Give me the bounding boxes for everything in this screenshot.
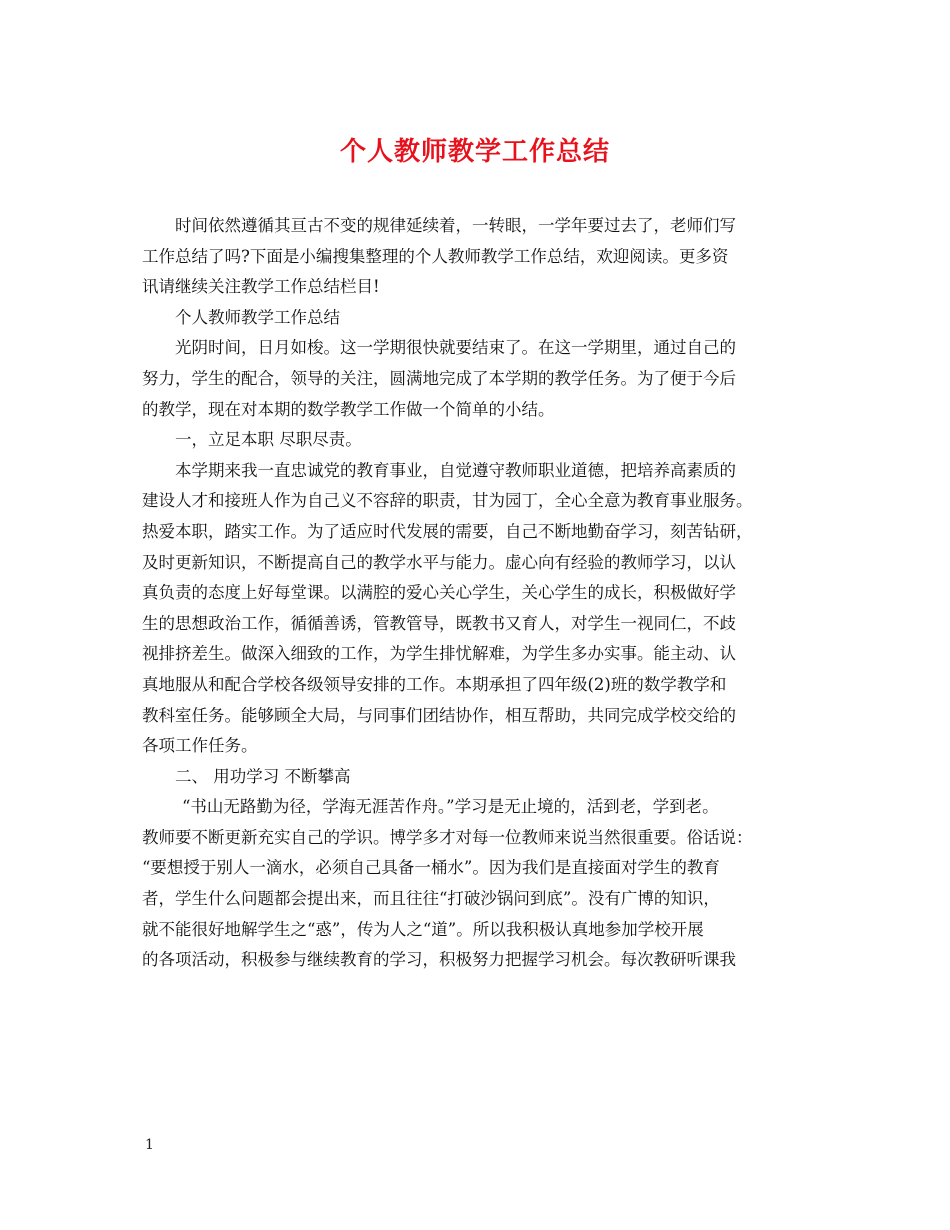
body-line: “书山无路勤为径，学海无涯苦作舟。”学习是无止境的，活到老，学到老。 <box>182 797 719 817</box>
body-line: 就不能很好地解学生之“惑”，传为人之“道”。所以我积极认真地参加学校开展 <box>142 919 704 939</box>
body-line: 真负责的态度上好每堂课。以满腔的爱心关心学生，关心学生的成长，积极做好学 <box>142 583 736 603</box>
body-line: 建设人才和接班人作为自己义不容辞的职责，甘为园丁，全心全意为教育事业服务。 <box>142 491 753 511</box>
body-line: 光阴时间，日月如梭。这一学期很快就要结束了。在这一学期里，通过自己的 <box>175 338 736 358</box>
body-line: 真地服从和配合学校各级领导安排的工作。本期承担了四年级(2)班的数学教学和 <box>142 674 727 694</box>
body-line: 教师要不断更新充实自己的学识。博学多才对每一位教师来说当然很重要。俗话说： <box>142 827 753 847</box>
body-line: 视排挤差生。做深入细致的工作，为学生排忧解难，为学生多办实事。能主动、认 <box>142 644 736 664</box>
body-line: 努力，学生的配合，领导的关注，圆满地完成了本学期的教学任务。为了便于今后 <box>142 368 736 388</box>
body-line: 本学期来我一直忠诚党的教育事业，自觉遵守教师职业道德，把培养高素质的 <box>175 460 736 480</box>
body-line: 的各项活动，积极参与继续教育的学习，积极努力把握学习机会。每次教研听课我 <box>142 950 736 970</box>
body-line: 工作总结了吗?下面是小编搜集整理的个人教师教学工作总结，欢迎阅读。更多资 <box>142 246 729 266</box>
section-heading: 个人教师教学工作总结 <box>175 307 340 327</box>
section-heading: 二、 用功学习 不断攀高 <box>175 766 351 786</box>
body-line: 讯请继续关注教学工作总结栏目! <box>142 277 380 297</box>
body-line: 热爱本职，踏实工作。为了适应时代发展的需要，自己不断地勤奋学习，刻苦钻研， <box>142 521 753 541</box>
body-line: “要想授于别人一滴水，必须自己具备一桶水”。因为我们是直接面对学生的教育 <box>142 858 720 878</box>
body-line: 生的思想政治工作，循循善诱，管教管导，既教书又育人，对学生一视同仁，不歧 <box>142 613 736 633</box>
body-line: 的教学，现在对本期的数学教学工作做一个简单的小结。 <box>142 399 555 419</box>
body-line: 各项工作任务。 <box>142 736 258 756</box>
document-body <box>142 211 822 976</box>
section-heading: 一，立足本职 尽职尽责。 <box>175 430 362 450</box>
body-line: 教科室任务。能够顾全大局，与同事们团结协作，相互帮助，共同完成学校交给的 <box>142 705 736 725</box>
body-line: 者，学生什么问题都会提出来，而且往往“打破沙锅问到底”。没有广博的知识， <box>142 889 720 909</box>
page-number: 1 <box>145 1137 154 1153</box>
document-title: 个人教师教学工作总结 <box>339 137 610 167</box>
body-line: 时间依然遵循其亘古不变的规律延续着，一转眼，一学年要过去了，老师们写 <box>175 216 736 235</box>
body-line: 及时更新知识，不断提高自己的教学水平与能力。虚心向有经验的教师学习，以认 <box>142 552 736 572</box>
